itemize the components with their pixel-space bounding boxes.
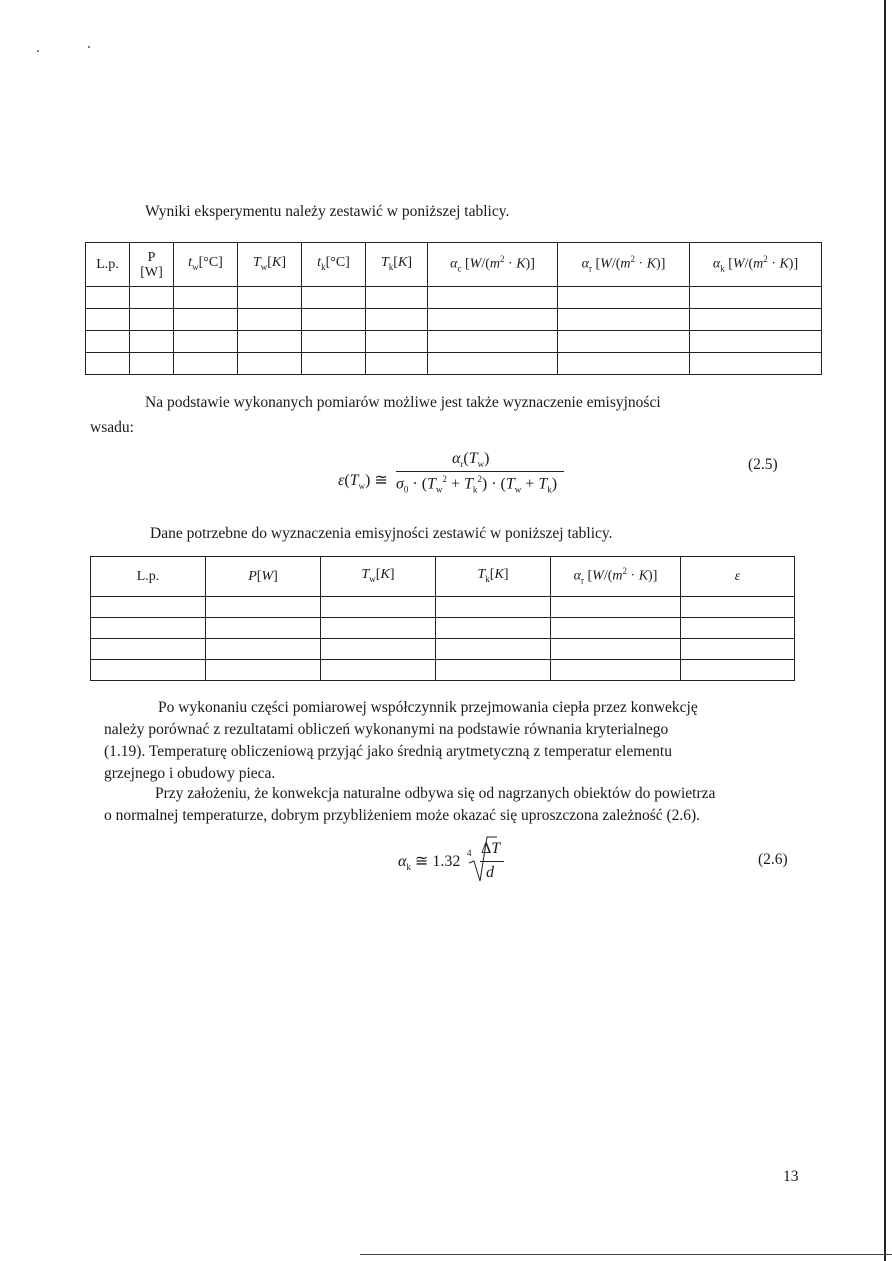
eq25-lhs: $\varepsilon(T_w)$ ≅: [338, 472, 388, 492]
col-header-tw-kelvin: $T_w[K]$: [321, 557, 436, 597]
table-row: [86, 287, 822, 309]
results-table-header-row: [86, 243, 822, 287]
paragraph-1-line-1: Na podstawie wykonanych pomiarów możliwe jest także wyznaczenie emisyjności: [145, 394, 661, 411]
col-header-emissivity: ε: [681, 557, 795, 597]
results-table: [85, 242, 822, 375]
col-header-alpha-k: $\alpha_k$ $[W/(m^2 \cdot K)]$: [690, 243, 822, 287]
table-row: [91, 618, 795, 639]
col-header-lp: L.p.: [91, 557, 206, 597]
col-header-tk-kelvin: $T_k[K]$: [366, 243, 428, 287]
col-header-power: P[W]: [206, 557, 321, 597]
col-header-tk-kelvin: $T_k[K]$: [436, 557, 551, 597]
eq25-numerator: $\alpha_r(T_w)$: [452, 450, 490, 470]
paragraph-2-line-1: Po wykonaniu części pomiarowej współczynnik przejmowania ciepła przez konwekcję: [158, 699, 698, 716]
eq26-number: (2.6): [758, 851, 788, 868]
eq26-root-index: 4: [467, 848, 472, 858]
eq26-fraction-bar: [480, 861, 504, 862]
page-edge-right: [884, 0, 886, 1261]
eq26-denominator: d: [486, 864, 494, 881]
col-header-alpha-r: $\alpha_r$ $[W/(m^2 \cdot K)]$: [558, 243, 690, 287]
paragraph-2-line-2: należy porównać z rezultatami obliczeń wykonanymi na podstawie równania kryterialnego: [104, 721, 669, 738]
eq25-fraction-bar: [396, 471, 564, 472]
intro-text-1: Wyniki eksperymentu należy zestawić w poniższej tablicy.: [145, 203, 510, 220]
intro-text-2: Dane potrzebne do wyznaczenia emisyjności zestawić w poniższej tablicy.: [150, 525, 613, 542]
col-header-alpha-r: $\alpha_r$ $[W/(m^2 \cdot K)]$: [551, 557, 681, 597]
table-row: [86, 353, 822, 375]
eq26-numerator: ΔT: [481, 840, 501, 857]
col-header-alpha-c: $\alpha_c$ $[W/(m^2 \cdot K)]$: [428, 243, 558, 287]
col-header-lp: L.p.: [86, 243, 130, 287]
page-edge-bottom: [360, 1254, 892, 1255]
col-header-tw-celsius: $t_w[^\circ C]$: [174, 243, 238, 287]
page-number: 13: [783, 1168, 799, 1185]
emissivity-table-header-row: [91, 557, 795, 597]
paragraph-3-line-2: o normalnej temperaturze, dobrym przybliżeniem może okazać się uproszczona zależność (2.6).: [104, 807, 701, 824]
scan-speck: [37, 50, 39, 52]
table-row: [91, 597, 795, 618]
table-row: [91, 639, 795, 660]
eq26-lhs: $\alpha_k$ ≅ 1.32: [398, 853, 461, 873]
eq25-number: (2.5): [748, 456, 778, 473]
paragraph-1-line-2: wsadu:: [90, 419, 134, 436]
paragraph-2-line-3: (1.19). Temperaturę obliczeniową przyjąć jako średnią arytmetyczną z temperatur elementu: [104, 743, 672, 760]
table-row: [86, 309, 822, 331]
col-header-power: P [W]: [130, 243, 174, 287]
emissivity-table: [90, 556, 795, 681]
table-row: [91, 660, 795, 681]
paragraph-3-line-1: Przy założeniu, że konwekcja naturalne odbywa się od nagrzanych obiektów do powietrza: [155, 785, 716, 802]
eq25-denominator: $\sigma_0 \cdot (T_w^2 + T_k^2) \cdot (T_w + T_k)$: [396, 474, 558, 495]
col-header-tw-kelvin: $T_w[K]$: [238, 243, 302, 287]
paragraph-2-line-4: grzejnego i obudowy pieca.: [104, 765, 276, 782]
scan-speck: [88, 46, 90, 48]
col-header-tk-celsius: $t_k[^\circ C]$: [302, 243, 366, 287]
table-row: [86, 331, 822, 353]
